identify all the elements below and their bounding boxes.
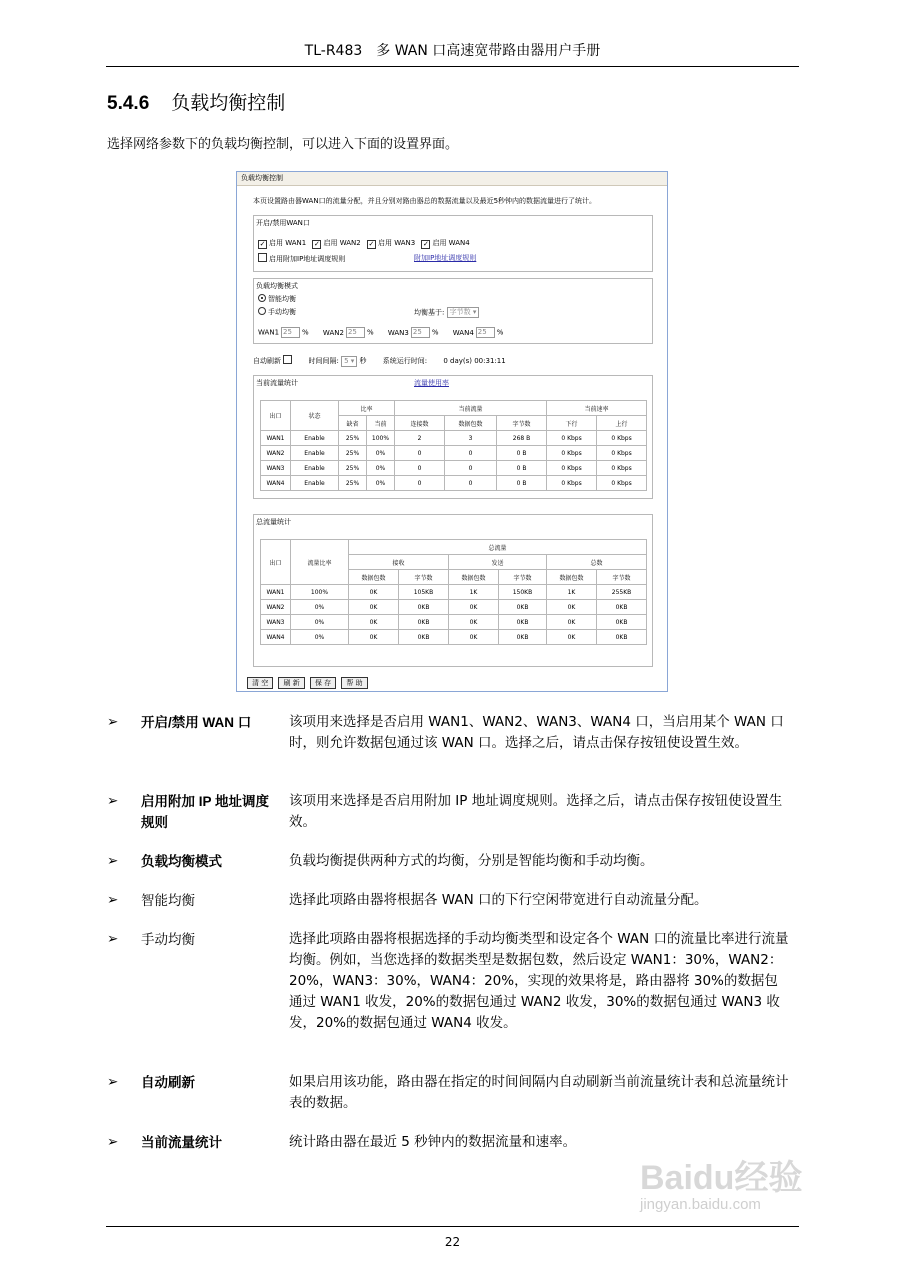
clear-button[interactable]: 清 空 (247, 677, 273, 689)
item-term: 当前流量统计 (141, 1135, 222, 1150)
item-term: 自动刷新 (141, 1075, 195, 1090)
section-number: 5.4.6 (107, 93, 150, 114)
list-item (107, 791, 797, 833)
item-term: 开启/禁用 WAN 口 (141, 715, 252, 730)
item-definition: 负载均衡提供两种方式的均衡，分别是智能均衡和手动均衡。 (289, 853, 654, 869)
balance-by-select[interactable]: 字节数 ▾ (447, 307, 480, 318)
wan1-enable-checkbox[interactable]: ✓ 启用 WAN1 (259, 239, 307, 248)
item-definition: 选择此项路由器将根据选择的手动均衡类型和设定各个 WAN 口的流量比率进行流量均衡。例如，当您选择的数据类型是数据包数，然后设定 WAN1：30%，WAN2：20%，WAN3：30%，WAN4：20%，实现的效果将是，路由器将 30%的数据包通过 WAN1 收发，20%的数据包通过 WAN2 收发，30%的数据包通过 WAN3 收发，20%的数据包通过 WAN4 收发。 (289, 931, 789, 1031)
bullet-arrow-icon: ➢ (107, 1074, 119, 1090)
check-icon: ✓ (368, 240, 375, 248)
balance-by-field: 均衡基于: 字节数 ▾ (414, 307, 479, 318)
item-definition: 统计路由器在最近 5 秒钟内的数据流量和速率。 (289, 1134, 577, 1150)
table-row: WAN3 0% 0K 0KB 0K 0KB 0K 0KB (261, 615, 647, 630)
check-icon: ✓ (259, 240, 266, 248)
wan3-ratio-input[interactable]: 25 (411, 327, 430, 338)
list-item (107, 929, 797, 1055)
bullet-arrow-icon: ➢ (107, 793, 119, 809)
list-item (107, 890, 797, 911)
auto-refresh-checkbox[interactable]: 自动刷新 (253, 357, 294, 365)
table-row: WAN2 Enable 25% 0% 0 0 0 B 0 Kbps 0 Kbps (261, 446, 647, 461)
wan-enable-group (253, 215, 653, 272)
help-button[interactable]: 帮 助 (341, 677, 367, 689)
table-row: WAN1 Enable 25% 100% 2 3 268 B 0 Kbps 0 Kbps (261, 431, 647, 446)
save-button[interactable]: 保 存 (310, 677, 336, 689)
current-stats-group (253, 375, 653, 499)
page-number: 22 (444, 1235, 461, 1249)
traffic-usage-link[interactable]: 流量使用率 (414, 379, 449, 387)
header-rule (106, 66, 799, 67)
table-row: WAN1 100% 0K 105KB 1K 150KB 1K 255KB (261, 585, 647, 600)
check-icon: ✓ (423, 240, 429, 248)
bullet-arrow-icon: ➢ (107, 714, 119, 730)
item-definition: 如果启用该功能，路由器在指定的时间间隔内自动刷新当前流量统计表和总流量统计表的数据。 (289, 1074, 789, 1111)
item-term: 启用附加 IP 地址调度规则 (141, 794, 270, 830)
mode-group-legend: 负载均衡模式 (256, 282, 298, 290)
wan3-enable-checkbox[interactable]: ✓ 启用 WAN3 (368, 239, 416, 248)
table-row: WAN2 0% 0K 0KB 0K 0KB 0K 0KB (261, 600, 647, 615)
table-row: WAN3 Enable 25% 0% 0 0 0 B 0 Kbps 0 Kbps (261, 461, 647, 476)
total-stats-legend: 总流量统计 (256, 518, 291, 526)
section-heading (107, 88, 285, 115)
button-bar (247, 677, 371, 689)
list-item (107, 1072, 797, 1114)
load-balance-screenshot (236, 171, 668, 692)
section-title: 负载均衡控制 (171, 92, 286, 114)
smart-balance-radio[interactable]: 智能均衡 (258, 294, 296, 304)
list-item (107, 712, 797, 775)
current-stats-legend: 当前流量统计 (256, 379, 298, 387)
wan2-enable-checkbox[interactable]: ✓ 启用 WAN2 (314, 239, 361, 248)
wan2-ratio-input[interactable]: 25 (346, 327, 365, 338)
list-item (107, 851, 797, 872)
total-stats-group (253, 514, 653, 667)
page-description: 本页设置路由器WAN口的流量分配，并且分别对路由器总的数据流量以及最近5秒钟内的数据流量进行了统计。 (253, 197, 597, 205)
table-row: WAN4 0% 0K 0KB 0K 0KB 0K 0KB (261, 630, 647, 645)
item-definition: 该项用来选择是否启用 WAN1、WAN2、WAN3、WAN4 口，当启用某个 WAN 口时，则允许数据包通过该 WAN 口。选择之后，请点击保存按钮使设置生效。 (289, 714, 784, 751)
item-definition: 该项用来选择是否启用附加 IP 地址调度规则。选择之后，请点击保存按钮使设置生效。 (289, 793, 783, 830)
baidu-watermark: Baidu经验 (640, 1159, 803, 1197)
wan4-ratio-input[interactable]: 25 (476, 327, 495, 338)
wan-checkbox-row (258, 238, 470, 249)
refresh-interval-select[interactable]: 5 ▾ (341, 356, 357, 367)
item-definition: 选择此项路由器将根据各 WAN 口的下行空闲带宽进行自动流量分配。 (289, 892, 708, 908)
item-term: 智能均衡 (141, 893, 195, 908)
wan4-enable-checkbox[interactable]: ✓ 启用 WAN4 (423, 239, 470, 248)
watermark-url: jingyan.baidu.com (640, 1196, 761, 1213)
bullet-arrow-icon: ➢ (107, 1134, 119, 1150)
extra-rule-checkbox[interactable]: 启用附加IP地址调度规则 (258, 253, 345, 264)
wan-group-legend: 开启/禁用WAN口 (256, 219, 310, 227)
balance-mode-group (253, 278, 653, 344)
manual-balance-radio[interactable]: 手动均衡 (258, 307, 296, 317)
wan1-ratio-input[interactable]: 25 (281, 327, 300, 338)
table-row: WAN4 Enable 25% 0% 0 0 0 B 0 Kbps 0 Kbps (261, 476, 647, 491)
total-stats-table: 出口 流量比率 总流量 接收 发送 总数 数据包数 字节数 数据包数 字节数 数据包数 字节数 WAN1 100% 0K 105KB 1K 150KB 1K 255KB WAN2 0% 0K 0KB 0K 0KB 0K 0KB WAN3 0% 0K 0KB 0K 0KB 0K 0KB WAN4 0% 0K 0KB 0K 0KB 0K 0KB (260, 539, 647, 645)
uptime-value: 0 day(s) 00:31:11 (443, 357, 506, 365)
bullet-arrow-icon: ➢ (107, 892, 119, 908)
window-title: 负载均衡控制 (237, 172, 667, 186)
auto-refresh-row: 自动刷新 时间间隔: 5 ▾ 秒 系统运行时间: 0 day(s) 00:31:11 (253, 356, 506, 365)
item-term: 手动均衡 (141, 932, 195, 947)
bullet-arrow-icon: ➢ (107, 931, 119, 947)
running-header: TL-R483 多 WAN 口高速宽带路由器用户手册 (304, 43, 601, 59)
wan-ratio-inputs: WAN1 25 % WAN2 25 % WAN3 25 % WAN4 25 % (258, 328, 504, 337)
check-icon: ✓ (314, 240, 320, 248)
item-term: 负载均衡模式 (141, 854, 222, 869)
extra-rule-link[interactable]: 附加IP地址调度规则 (414, 254, 477, 262)
refresh-button[interactable]: 刷 新 (278, 677, 304, 689)
footer-rule (106, 1226, 799, 1227)
intro-paragraph: 选择网络参数下的负载均衡控制，可以进入下面的设置界面。 (107, 137, 459, 152)
current-stats-table: 出口 状态 比率 当前流量 当前速率 缺省 当前 连接数 数据包数 字节数 下行 上行 WAN1 Enable 25% 100% 2 3 268 B 0 Kbps 0 Kbps WAN2 Enable 25% 0% 0 0 0 B 0 Kbps 0 Kbps WAN3 Enable 25% 0% 0 0 0 B 0 Kbps 0 Kbps WAN4 Enable 25% 0% 0 0 0 B 0 Kbps 0 Kbps (260, 400, 647, 491)
bullet-arrow-icon: ➢ (107, 853, 119, 869)
